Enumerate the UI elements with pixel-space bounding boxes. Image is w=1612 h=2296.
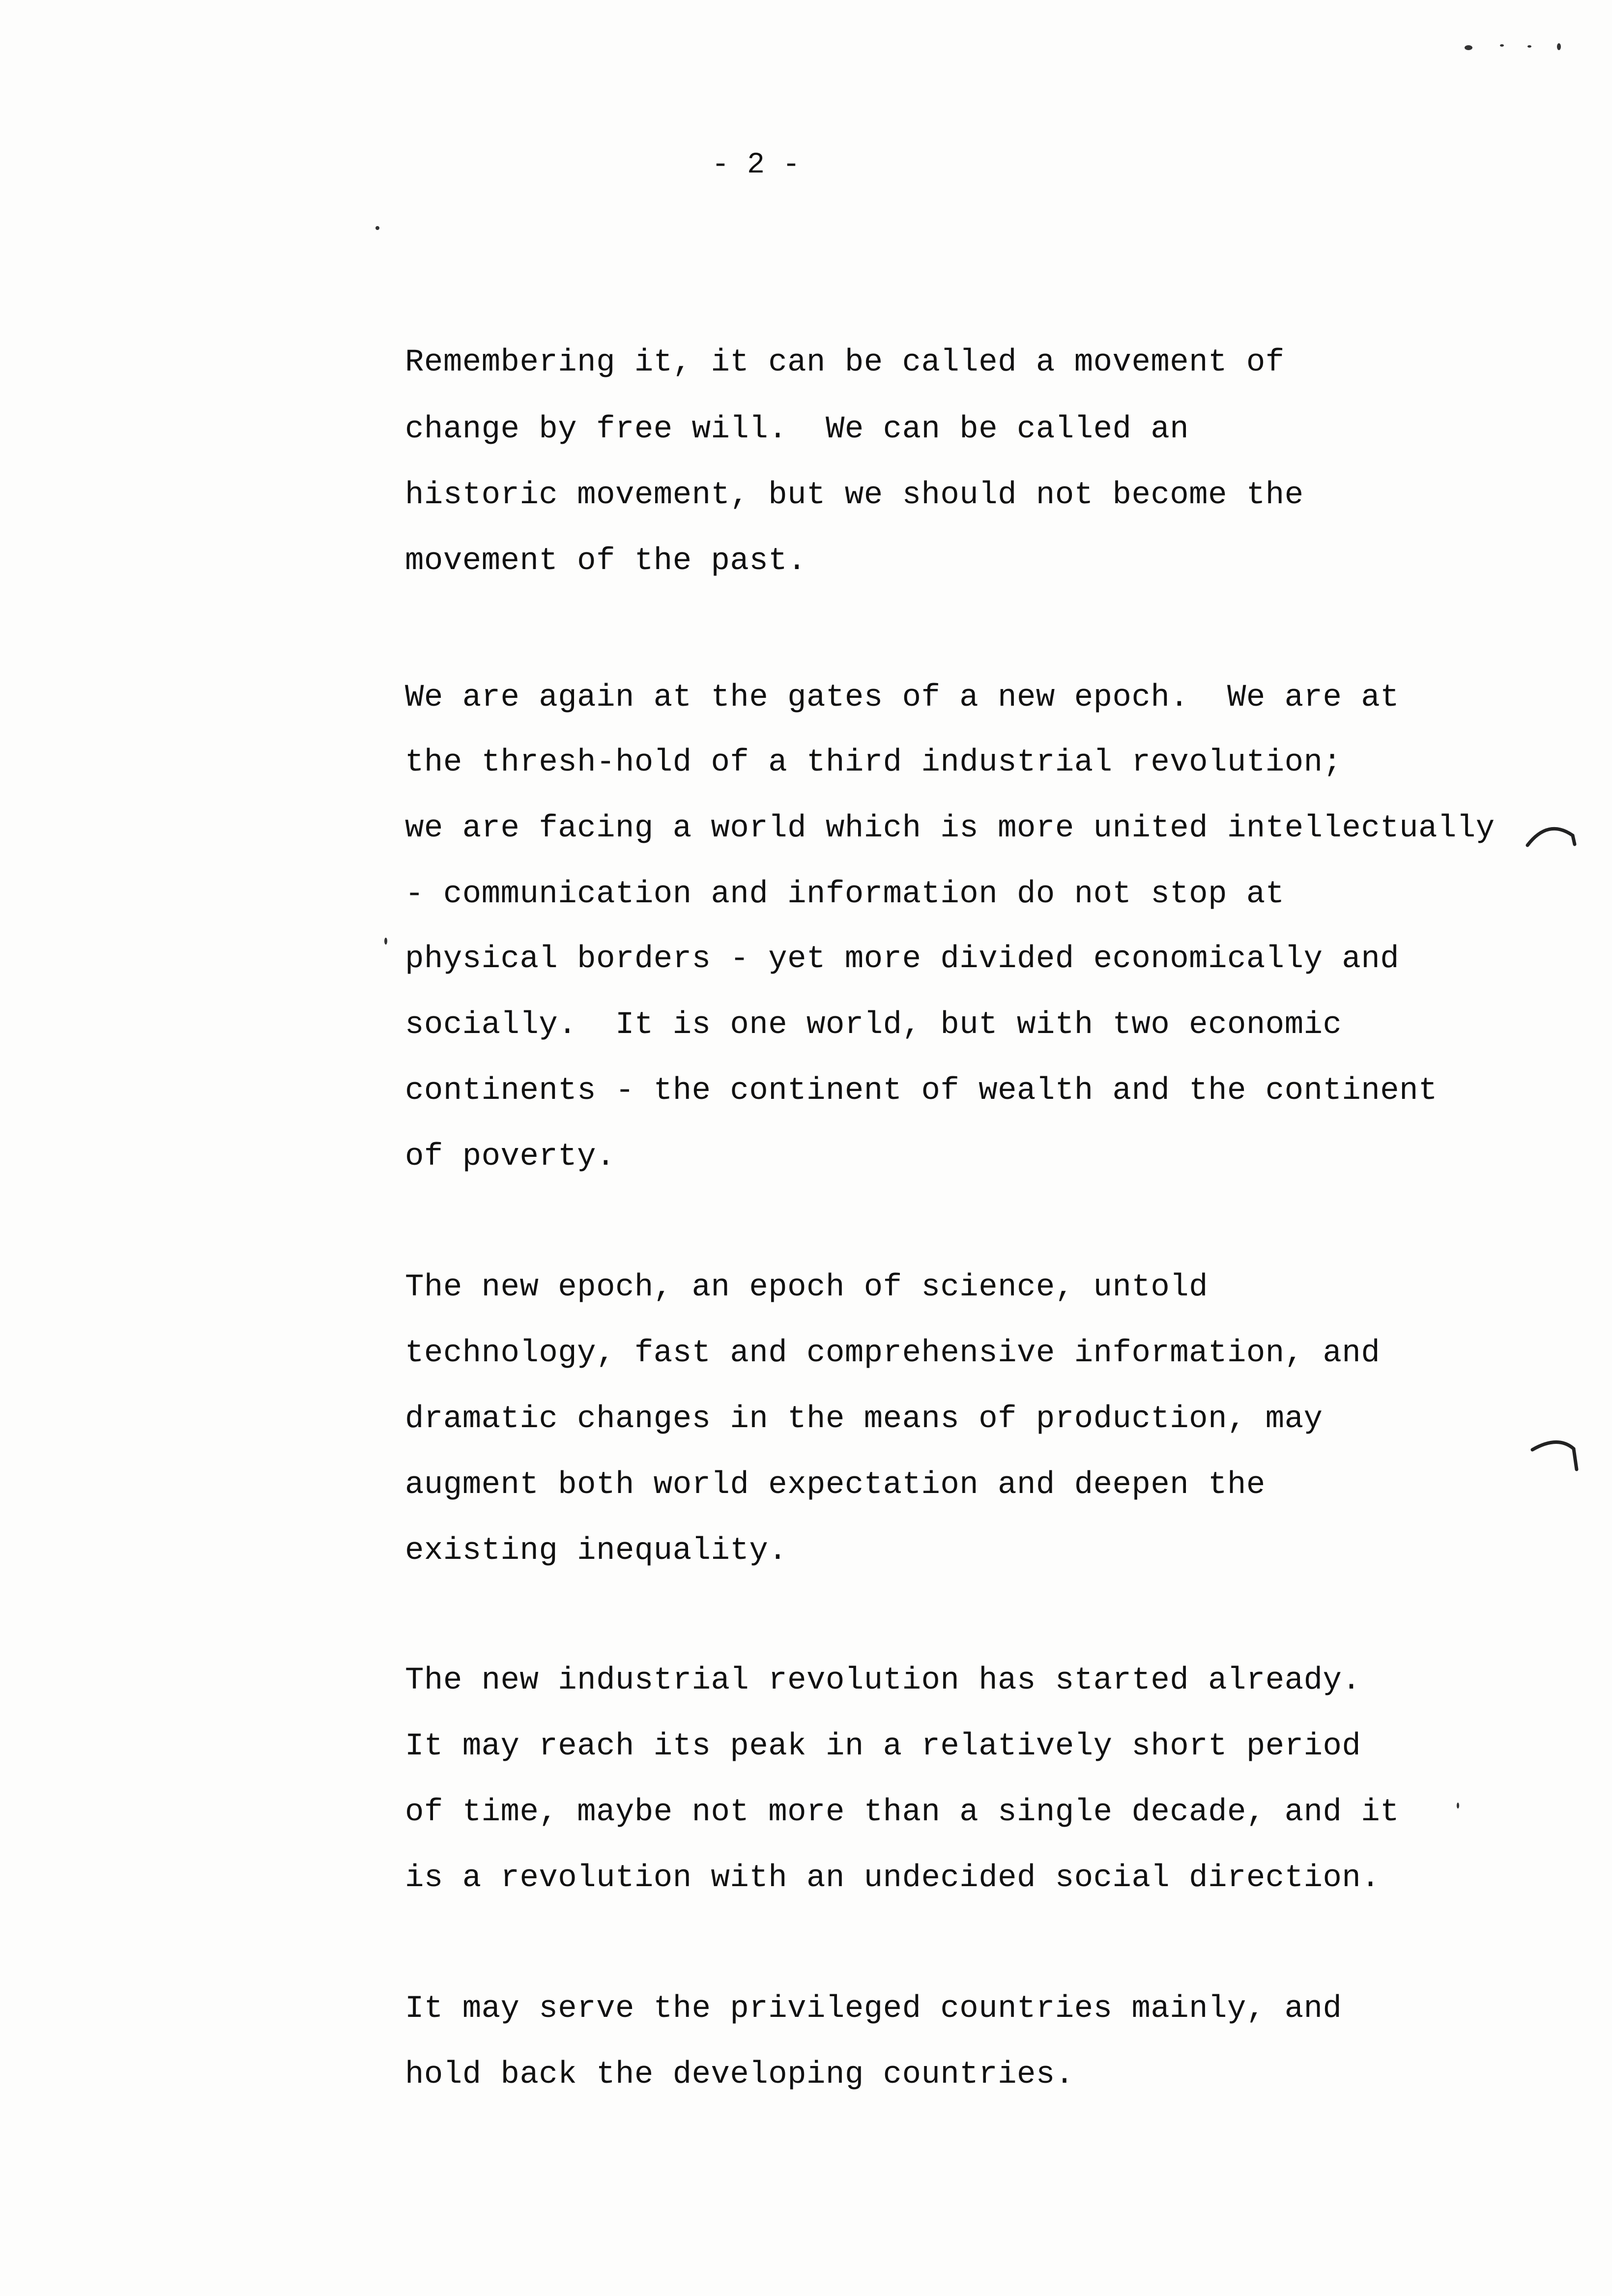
text-line: the thresh-hold of a third industrial revolution; [405,745,1342,780]
text-line: - communication and information do not stop at [405,877,1285,912]
text-line: Remembering it, it can be called a movement of [405,345,1285,380]
text-line: hold back the developing countries. [405,2057,1074,2093]
text-line: augment both world expectation and deepen the [405,1467,1266,1503]
text-line: historic movement, but we should not become the [405,478,1304,513]
text-line: change by free will. We can be called an [405,412,1189,447]
text-line: physical borders - yet more divided economically and [405,942,1400,977]
scan-speck [1465,45,1472,50]
text-line: technology, fast and comprehensive information, and [405,1336,1381,1371]
margin-arc-mark [1528,1435,1583,1479]
text-line: movement of the past. [405,544,807,579]
text-line: of time, maybe not more than a single decade, and it [405,1795,1400,1830]
scan-speck [384,938,387,945]
scan-speck [1500,44,1504,47]
text-line: is a revolution with an undecided social direction. [405,1861,1381,1896]
text-line: We are again at the gates of a new epoch. We are at [405,680,1400,716]
text-line: of poverty. [405,1139,615,1175]
text-line: socially. It is one world, but with two economic [405,1007,1342,1043]
text-line: The new industrial revolution has started already. [405,1663,1361,1698]
scan-speck [1457,1803,1459,1808]
page-number: - 2 - [712,148,801,182]
text-line: continents - the continent of wealth and the continent [405,1073,1438,1109]
text-line: existing inequality. [405,1533,788,1569]
text-line: It may reach its peak in a relatively short period [405,1729,1361,1764]
text-line: dramatic changes in the means of production, may [405,1402,1323,1437]
text-line: The new epoch, an epoch of science, untold [405,1270,1209,1305]
scan-speck [1527,45,1531,48]
text-line: It may serve the privileged countries mainly, and [405,1991,1342,2027]
margin-arc-mark [1524,816,1578,855]
scan-speck [375,226,379,230]
scan-speck [1557,43,1561,50]
text-line: we are facing a world which is more united intellectually [405,811,1495,846]
